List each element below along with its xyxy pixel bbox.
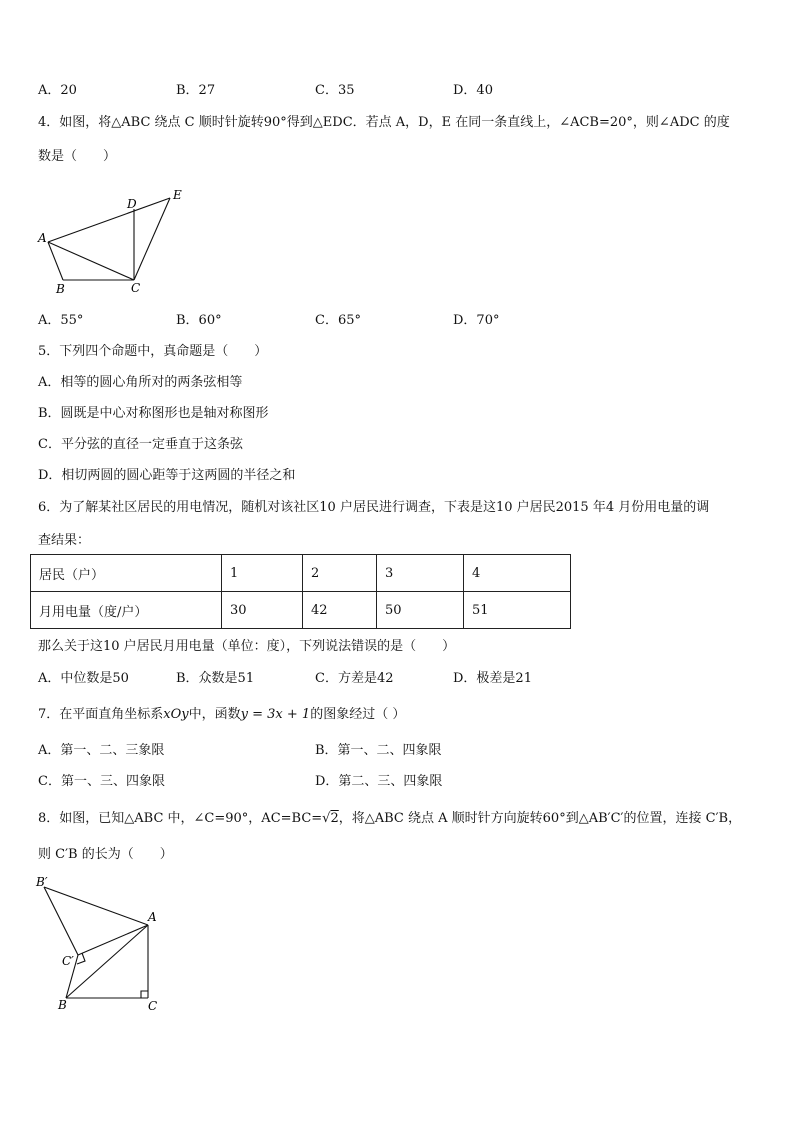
q4-label-a: A [38, 231, 47, 245]
q4-segment-ec [134, 198, 170, 280]
q4-label-e: E [173, 188, 182, 202]
q4-figure [30, 182, 200, 300]
q6-option-b: B．众数是51 [176, 671, 255, 686]
q8-label-a: A [148, 910, 157, 924]
q6-table [30, 554, 571, 629]
q5-option-b: B．圆既是中心对称图形也是轴对称图形 [38, 406, 269, 421]
q4-option-c: C．65° [315, 313, 361, 328]
q4-option-a: A．55° [38, 313, 84, 328]
table-cell: 4 [464, 555, 571, 592]
q8-stem-line1 [38, 810, 741, 828]
q4-label-c: C [131, 281, 141, 295]
q8-sqrt-value: 2 [330, 811, 339, 826]
q4-segment-ae [48, 198, 170, 242]
q4-stem-line2: 数是（ ） [38, 149, 117, 164]
q6-option-c: C．方差是42 [315, 671, 394, 686]
q7-coord-system: xOy [163, 707, 189, 722]
q8-stem-line2: 则 C′B 的长为（ ） [38, 847, 173, 862]
q3-option-d: D．40 [453, 83, 493, 98]
q4-stem-line1: 4．如图，将△ABC 绕点 C 顺时针旋转90°得到△EDC．若点 A，D，E 在同一条直线上，∠ACB=20°，则∠ADC 的度 [38, 115, 730, 130]
q6-question: 那么关于这10 户居民月用电量（单位：度），下列说法错误的是（ ） [38, 639, 456, 654]
q5-option-c: C．平分弦的直径一定垂直于这条弦 [38, 437, 243, 452]
q5-option-d: D．相切两圆的圆心距等于这两圆的半径之和 [38, 468, 296, 483]
q7-stem-mid: 中，函数 [188, 707, 241, 722]
q7-option-c: C．第一、三、四象限 [38, 774, 165, 789]
table-cell: 2 [303, 555, 377, 592]
q4-label-d: D [127, 197, 137, 211]
table-cell: 51 [464, 592, 571, 629]
q7-stem [38, 706, 405, 724]
q7-option-b: B．第一、二、四象限 [315, 743, 442, 758]
q6-stem-line1: 6．为了解某社区居民的用电情况，随机对该社区10 户居民进行调查，下表是这10 户居民2015 年4 月份用电量的调 [38, 500, 710, 515]
q6-option-a: A．中位数是50 [38, 671, 129, 686]
table-row [31, 592, 571, 629]
q3-option-b: B．27 [176, 83, 216, 98]
q8-label-bp: B′ [36, 875, 48, 889]
q7-option-d: D．第二、三、四象限 [315, 774, 443, 789]
q5-stem: 5．下列四个命题中，真命题是（ ） [38, 344, 268, 359]
q6-stem-line2: 查结果： [38, 533, 91, 548]
q8-segment-ba [66, 925, 148, 998]
table-cell: 3 [377, 555, 464, 592]
q4-option-b: B．60° [176, 313, 222, 328]
q8-figure [30, 872, 170, 1016]
q8-label-b: B [58, 998, 67, 1012]
table-cell: 42 [303, 592, 377, 629]
q7-stem-post: 的图象经过（ ） [310, 707, 406, 722]
table-cell: 居民（户） [31, 555, 222, 592]
q7-stem-pre: 7．在平面直角坐标系 [38, 707, 164, 722]
q8-stem-pre: 8．如图，已知△ABC 中，∠C=90°，AC=BC= [38, 811, 323, 826]
q3-option-a: A．20 [38, 83, 77, 98]
q3-option-c: C．35 [315, 83, 355, 98]
sqrt-icon: √ [322, 811, 331, 826]
q8-right-angle-c [141, 991, 148, 998]
table-row [31, 555, 571, 592]
table-cell: 1 [222, 555, 303, 592]
q8-stem-post: ，将△ABC 绕点 A 顺时针方向旋转60°到△AB′C′的位置，连接 C′B， [338, 811, 742, 826]
q4-option-d: D．70° [453, 313, 500, 328]
q8-label-c: C [148, 999, 158, 1013]
q7-option-a: A．第一、二、三象限 [38, 743, 165, 758]
q4-label-b: B [56, 282, 65, 296]
table-cell: 50 [377, 592, 464, 629]
q8-segment-cpa [78, 925, 148, 955]
q8-label-cp: C′ [62, 954, 74, 968]
q5-option-a: A．相等的圆心角所对的两条弦相等 [38, 375, 243, 390]
q6-option-d: D．极差是21 [453, 671, 532, 686]
table-cell: 月用电量（度/户） [31, 592, 222, 629]
table-cell: 30 [222, 592, 303, 629]
q7-function: y = 3x + 1 [240, 707, 311, 722]
